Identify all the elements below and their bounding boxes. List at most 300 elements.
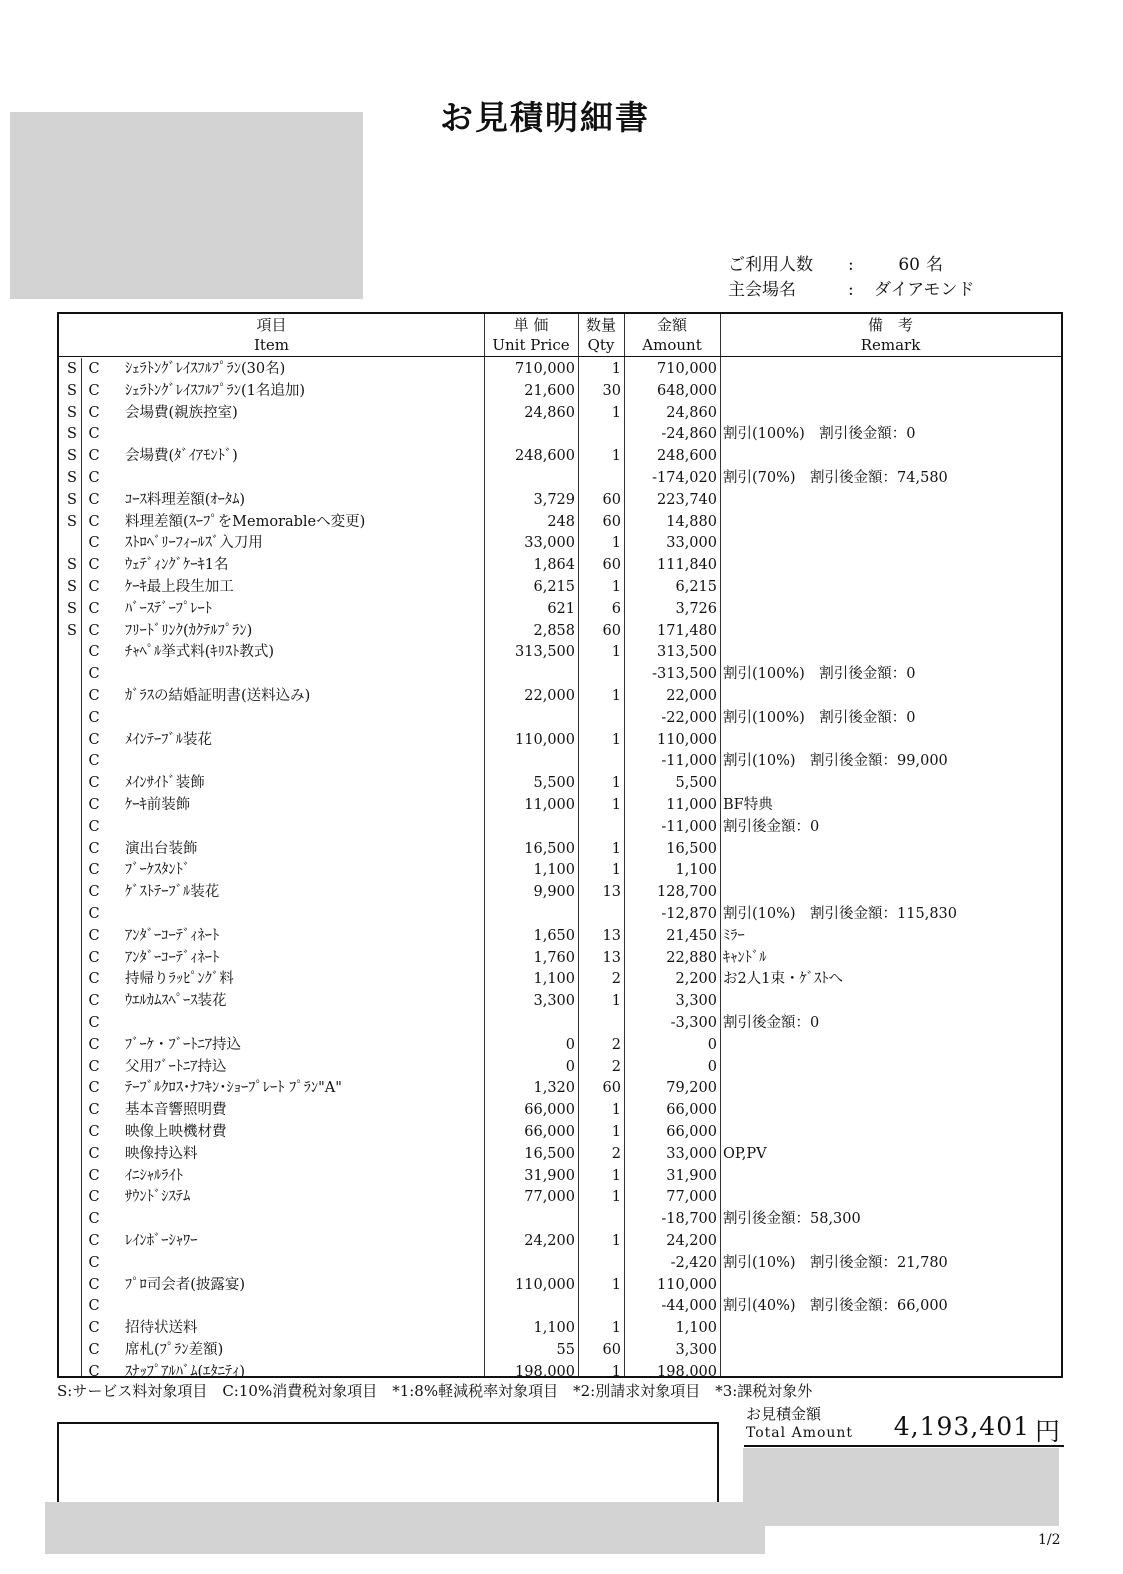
service-flag: S (67, 361, 77, 377)
table-row (59, 729, 1061, 751)
table-row (59, 1230, 1061, 1252)
unit-price: 1,650 (533, 927, 575, 944)
page-number: 1/2 (1038, 1532, 1061, 1548)
item-name: 会場費(ﾀﾞｲｱﾓﾝﾄﾞ) (125, 448, 238, 465)
table-row (59, 1208, 1061, 1230)
service-flag: S (67, 382, 77, 399)
remark: OP,PV (723, 1145, 767, 1162)
table-row (59, 838, 1061, 860)
remark: 割引(10%) 割引後金額：99,000 (723, 753, 948, 770)
item-name: 料理差額(ｽｰﾌﾟをMemorableへ変更) (125, 513, 366, 530)
item-name: ﾌﾟﾛ司会者(披露宴) (125, 1276, 246, 1293)
remark: ｷｬﾝﾄﾞﾙ (723, 949, 767, 966)
tax-flag: C (88, 818, 100, 835)
quantity: 1 (611, 644, 621, 661)
table-row (59, 380, 1061, 402)
table-row (59, 620, 1061, 642)
table-row (59, 881, 1061, 903)
tax-flag: C (88, 448, 100, 465)
item-name: 映像持込料 (125, 1145, 198, 1162)
tax-flag: C (88, 884, 100, 901)
amount: -18,700 (661, 1211, 717, 1228)
table-row (59, 467, 1061, 489)
amount: -313,500 (652, 666, 717, 683)
unit-price: 66,000 (524, 1102, 575, 1119)
item-name: ﾚｲﾝﾎﾞｰｼｬﾜｰ (125, 1233, 198, 1249)
service-flag: S (67, 600, 77, 617)
amount: 31,900 (666, 1167, 717, 1184)
tax-flag: C (88, 382, 100, 399)
item-name: ﾒｲﾝﾃｰﾌﾞﾙ装花 (125, 731, 212, 748)
quantity: 1 (611, 840, 621, 857)
tax-flag: C (88, 753, 100, 770)
amount: 22,880 (666, 949, 717, 966)
notes-box (57, 1422, 719, 1502)
amount: 16,500 (666, 840, 717, 857)
tax-flag: C (88, 1233, 100, 1249)
quantity: 1 (611, 1102, 621, 1119)
unit-price: 6,215 (533, 579, 575, 595)
table-row (59, 598, 1061, 620)
quantity: 13 (602, 949, 621, 966)
quantity: 1 (611, 535, 621, 552)
table-row (59, 816, 1061, 838)
table-row (59, 1121, 1061, 1143)
table-row (59, 925, 1061, 947)
total-underline (744, 1445, 1064, 1447)
amount: 2,200 (675, 971, 717, 988)
header-item: 項目 Item (253, 316, 290, 354)
table-row (59, 1295, 1061, 1317)
tax-flag: C (88, 491, 100, 508)
tax-flag: C (88, 1145, 100, 1162)
table-row (59, 532, 1061, 554)
quantity: 2 (611, 1145, 621, 1162)
tax-flag: C (88, 1298, 100, 1315)
tax-flag: C (88, 1342, 100, 1358)
amount: 1,100 (675, 862, 717, 879)
tax-flag: C (88, 600, 100, 617)
tax-flag: C (88, 1254, 100, 1271)
item-name: ｽﾅｯﾌﾟｱﾙﾊﾞﾑ(ｴﾀﾆﾃｨ) (125, 1363, 246, 1380)
table-row (59, 968, 1061, 990)
amount: 223,740 (657, 491, 717, 508)
tax-flag: C (88, 579, 100, 595)
amount: 6,215 (675, 579, 717, 595)
tax-flag: C (88, 557, 100, 574)
table-row (59, 402, 1061, 424)
quantity: 1 (611, 688, 621, 704)
amount: -12,870 (661, 906, 717, 922)
unit-price: 313,500 (515, 644, 575, 661)
unit-price: 24,860 (524, 404, 575, 421)
unit-price: 9,900 (533, 884, 575, 901)
item-name: 会場費(親族控室) (125, 404, 238, 421)
tax-flag: C (88, 470, 100, 486)
amount: 0 (707, 1058, 717, 1075)
table-row (59, 576, 1061, 598)
item-name: ｹｰｷ最上段生加工 (125, 579, 234, 595)
remark: 割引(40%) 割引後金額：66,000 (723, 1298, 948, 1315)
tax-flag: C (88, 993, 100, 1010)
service-flag: S (67, 404, 77, 421)
table-row (59, 1274, 1061, 1296)
table-row (59, 1034, 1061, 1056)
unit-price: 2,858 (533, 622, 575, 639)
table-row (59, 947, 1061, 969)
tax-flag: C (88, 513, 100, 530)
unit-price: 710,000 (515, 361, 575, 377)
service-flag: S (67, 557, 77, 574)
amount: 313,500 (657, 644, 717, 661)
tax-flag: C (88, 775, 100, 792)
table-row (59, 1252, 1061, 1274)
remark: 割引(10%) 割引後金額：21,780 (723, 1254, 948, 1271)
remark: ﾐﾗｰ (723, 927, 745, 944)
item-name: ﾒｲﾝｻｲﾄﾞ装飾 (125, 775, 205, 792)
tax-flag: C (88, 862, 100, 879)
currency-unit: 円 (1035, 1417, 1061, 1446)
tax-flag: C (88, 731, 100, 748)
amount: -24,860 (661, 426, 717, 443)
guest-count-separator: : (848, 255, 854, 275)
remark: BF特典 (723, 797, 773, 813)
table-row (59, 489, 1061, 511)
table-row (59, 663, 1061, 685)
quantity: 60 (602, 622, 621, 639)
venue-label: 主会場名 (728, 280, 796, 300)
tax-flag: C (88, 709, 100, 726)
item-name: ﾊﾞｰｽﾃﾞｰﾌﾟﾚｰﾄ (125, 600, 212, 617)
venue-line (728, 275, 974, 300)
table-row (59, 903, 1061, 925)
remark: 割引(10%) 割引後金額：115,830 (723, 906, 958, 922)
quantity: 60 (602, 1342, 621, 1358)
amount: 110,000 (657, 731, 717, 748)
amount: -22,000 (661, 709, 717, 726)
tax-flag: C (88, 1167, 100, 1184)
item-name: 演出台装飾 (125, 840, 198, 857)
table-row (59, 990, 1061, 1012)
tax-flag: C (88, 906, 100, 922)
table-row (59, 1099, 1061, 1121)
table-row (59, 1339, 1061, 1361)
unit-price: 1,100 (533, 971, 575, 988)
item-name: ｽﾄﾛﾍﾞﾘｰﾌｨｰﾙｽﾞ入刀用 (125, 535, 263, 552)
table-row (59, 859, 1061, 881)
item-name: ﾃｰﾌﾞﾙｸﾛｽ･ﾅﾌｷﾝ･ｼｮｰﾌﾟﾚｰﾄ ﾌﾟﾗﾝ"A" (125, 1080, 342, 1097)
amount: 22,000 (666, 688, 717, 704)
tax-flag: C (88, 688, 100, 704)
table-row (59, 1317, 1061, 1339)
amount: 710,000 (657, 361, 717, 377)
quantity: 30 (602, 382, 621, 399)
quantity: 1 (611, 1320, 621, 1337)
unit-price: 1,320 (533, 1080, 575, 1097)
amount: 66,000 (666, 1124, 717, 1140)
tax-flag: C (88, 840, 100, 857)
amount: 648,000 (657, 382, 717, 399)
amount: -44,000 (661, 1298, 717, 1315)
service-flag: S (67, 491, 77, 508)
amount: -11,000 (661, 753, 717, 770)
unit-price: 3,729 (533, 491, 575, 508)
unit-price: 110,000 (515, 731, 575, 748)
item-name: ｹﾞｽﾄﾃｰﾌﾞﾙ装花 (125, 884, 220, 901)
quantity: 1 (611, 361, 621, 377)
quantity: 1 (611, 731, 621, 748)
remark: 割引(70%) 割引後金額：74,580 (723, 470, 948, 486)
table-row (59, 358, 1061, 380)
amount: 24,860 (666, 404, 717, 421)
table-row (59, 750, 1061, 772)
remark: 割引(100%) 割引後金額：0 (723, 709, 916, 726)
unit-price: 1,760 (533, 949, 575, 966)
remark: お2人1束・ｹﾞｽﾄへ (723, 971, 843, 988)
amount: 1,100 (675, 1320, 717, 1337)
quantity: 2 (611, 1058, 621, 1075)
total-label: お見積金額 (746, 1405, 822, 1423)
unit-price: 55 (556, 1342, 575, 1358)
table-row (59, 1012, 1061, 1034)
redacted-footer-block (45, 1502, 765, 1554)
tax-flag: C (88, 1058, 100, 1075)
quantity: 60 (602, 513, 621, 530)
table-row (59, 685, 1061, 707)
amount: -11,000 (661, 818, 717, 835)
quantity: 6 (611, 600, 621, 617)
quantity: 1 (611, 1124, 621, 1140)
quantity: 60 (602, 1080, 621, 1097)
tax-flag: C (88, 797, 100, 813)
remark: 割引後金額：0 (723, 1015, 820, 1031)
quantity: 2 (611, 971, 621, 988)
unit-price: 31,900 (524, 1167, 575, 1184)
unit-price: 1,100 (533, 862, 575, 879)
table-row (59, 1077, 1061, 1099)
table-row (59, 445, 1061, 467)
amount: 128,700 (657, 884, 717, 901)
tax-flag: C (88, 644, 100, 661)
amount: 77,000 (666, 1189, 717, 1206)
table-row (59, 423, 1061, 445)
header-unit-price: 単 価 Unit Price (492, 316, 570, 354)
amount: -2,420 (670, 1254, 717, 1271)
quantity: 1 (611, 1233, 621, 1249)
amount: -3,300 (670, 1015, 717, 1031)
item-name: ﾁｬﾍﾟﾙ挙式料(ｷﾘｽﾄ教式) (125, 644, 275, 661)
item-name: ｼｪﾗﾄﾝｸﾞﾚｲｽﾌﾙﾌﾟﾗﾝ(1名追加) (125, 382, 306, 399)
unit-price: 16,500 (524, 1145, 575, 1162)
table-row (59, 1056, 1061, 1078)
redacted-total-block (743, 1448, 1059, 1526)
amount: 33,000 (666, 1145, 717, 1162)
tax-flag: C (88, 622, 100, 639)
unit-price: 110,000 (515, 1276, 575, 1293)
unit-price: 33,000 (524, 535, 575, 552)
amount: 110,000 (657, 1276, 717, 1293)
item-name: ｹｰｷ前装飾 (125, 797, 191, 813)
tax-flag: C (88, 1015, 100, 1031)
unit-price: 0 (565, 1058, 575, 1075)
quantity: 1 (611, 862, 621, 879)
tax-flag: C (88, 927, 100, 944)
item-name: ﾌﾘｰﾄﾞﾘﾝｸ(ｶｸﾃﾙﾌﾟﾗﾝ) (125, 622, 253, 639)
tax-flag: C (88, 1363, 100, 1380)
amount: 3,300 (675, 1342, 717, 1358)
item-name: 席札(ﾌﾟﾗﾝ差額) (125, 1342, 224, 1358)
amount: 14,880 (666, 513, 717, 530)
unit-price: 3,300 (533, 993, 575, 1010)
item-name: ﾌﾞｰｹ・ﾌﾞｰﾄﾆｱ持込 (125, 1036, 241, 1053)
quantity: 1 (611, 797, 621, 813)
amount: 248,600 (657, 448, 717, 465)
amount: 198,000 (657, 1363, 717, 1380)
legend-note: S:サービス料対象項目 C:10%消費税対象項目 *1:8%軽減税率対象項目 *2:別請求対象項目 *3:課税対象外 (57, 1382, 813, 1400)
unit-price: 5,500 (533, 775, 575, 792)
tax-flag: C (88, 1102, 100, 1119)
table-row (59, 772, 1061, 794)
quantity: 1 (611, 993, 621, 1010)
table-row (59, 1186, 1061, 1208)
tax-flag: C (88, 949, 100, 966)
tax-flag: C (88, 1276, 100, 1293)
header-remark: 備 考 Remark (860, 316, 921, 354)
service-flag: S (67, 513, 77, 530)
service-flag: S (67, 622, 77, 639)
unit-price: 198,000 (515, 1363, 575, 1380)
item-name: ｲﾆｼｬﾙﾗｲﾄ (125, 1167, 183, 1184)
item-name: ｻｳﾝﾄﾞｼｽﾃﾑ (125, 1189, 191, 1206)
amount: 111,840 (657, 557, 717, 574)
quantity: 1 (611, 1363, 621, 1380)
quantity: 13 (602, 884, 621, 901)
unit-price: 21,600 (524, 382, 575, 399)
header-divider (59, 356, 1061, 357)
quantity: 1 (611, 1167, 621, 1184)
guest-count-line (728, 250, 943, 275)
amount: 171,480 (657, 622, 717, 639)
item-name: ｶﾞﾗｽの結婚証明書(送料込み) (125, 688, 311, 704)
item-name: 父用ﾌﾞｰﾄﾆｱ持込 (125, 1058, 227, 1075)
table-row (59, 794, 1061, 816)
unit-price: 248,600 (515, 448, 575, 465)
item-name: ｳｪﾃﾞｨﾝｸﾞｹｰｷ1名 (125, 557, 229, 574)
tax-flag: C (88, 1036, 100, 1053)
amount: 33,000 (666, 535, 717, 552)
header-qty: 数量 Qty (585, 316, 616, 354)
venue-separator: : (848, 280, 854, 300)
unit-price: 24,200 (524, 1233, 575, 1249)
item-name: ｱﾝﾀﾞｰｺｰﾃﾞｨﾈｰﾄ (125, 949, 220, 966)
total-amount: 4,193,401 (893, 1412, 1030, 1441)
venue-value: ダイアモンド (874, 280, 975, 300)
tax-flag: C (88, 1189, 100, 1206)
unit-price: 77,000 (524, 1189, 575, 1206)
table-row (59, 641, 1061, 663)
amount: 66,000 (666, 1102, 717, 1119)
guest-count-value: 60 (898, 255, 920, 275)
item-name: ｼｪﾗﾄﾝｸﾞﾚｲｽﾌﾙﾌﾟﾗﾝ(30名) (125, 361, 286, 377)
quantity: 13 (602, 927, 621, 944)
table-row (59, 1165, 1061, 1187)
remark: 割引(100%) 割引後金額：0 (723, 666, 916, 683)
estimate-table (57, 312, 1063, 1378)
quantity: 1 (611, 775, 621, 792)
item-name: 基本音響照明費 (125, 1102, 227, 1119)
unit-price: 22,000 (524, 688, 575, 704)
amount: -174,020 (652, 470, 717, 486)
unit-price: 16,500 (524, 840, 575, 857)
table-row (59, 707, 1061, 729)
quantity: 60 (602, 557, 621, 574)
quantity: 2 (611, 1036, 621, 1053)
item-name: ｱﾝﾀﾞｰｺｰﾃﾞｨﾈｰﾄ (125, 927, 220, 944)
table-row (59, 554, 1061, 576)
unit-price: 1,864 (533, 557, 575, 574)
tax-flag: C (88, 1124, 100, 1140)
item-name: ﾌﾞｰｹｽﾀﾝﾄﾞ (125, 862, 191, 879)
amount: 5,500 (675, 775, 717, 792)
tax-flag: C (88, 535, 100, 552)
service-flag: S (67, 579, 77, 595)
unit-price: 0 (565, 1036, 575, 1053)
item-name: 持帰りﾗｯﾋﾟﾝｸﾞ料 (125, 971, 234, 988)
quantity: 1 (611, 448, 621, 465)
amount: 79,200 (666, 1080, 717, 1097)
item-name: 映像上映機材費 (125, 1124, 227, 1140)
unit-price: 248 (547, 513, 575, 530)
guest-count-label: ご利用人数 (728, 255, 813, 275)
tax-flag: C (88, 426, 100, 443)
amount: 24,200 (666, 1233, 717, 1249)
remark: 割引(100%) 割引後金額：0 (723, 426, 916, 443)
service-flag: S (67, 426, 77, 443)
item-name: ｳｴﾙｶﾑｽﾍﾟｰｽ装花 (125, 993, 227, 1010)
tax-flag: C (88, 361, 100, 377)
tax-flag: C (88, 971, 100, 988)
guest-count-unit: 名 (926, 255, 943, 275)
quantity: 60 (602, 491, 621, 508)
amount: 21,450 (666, 927, 717, 944)
quantity: 1 (611, 1276, 621, 1293)
tax-flag: C (88, 1080, 100, 1097)
header-amount: 金額 Amount (642, 316, 702, 354)
service-flag: S (67, 448, 77, 465)
item-name: ｺｰｽ料理差額(ｵｰﾀﾑ) (125, 491, 246, 508)
amount: 3,300 (675, 993, 717, 1010)
unit-price: 1,100 (533, 1320, 575, 1337)
quantity: 1 (611, 404, 621, 421)
unit-price: 621 (547, 600, 575, 617)
amount: 11,000 (666, 797, 717, 813)
amount: 0 (707, 1036, 717, 1053)
page-title: お見積明細書 (440, 98, 650, 137)
unit-price: 11,000 (524, 797, 575, 813)
unit-price: 66,000 (524, 1124, 575, 1140)
table-row (59, 1143, 1061, 1165)
tax-flag: C (88, 1320, 100, 1337)
tax-flag: C (88, 1211, 100, 1228)
table-row (59, 511, 1061, 533)
tax-flag: C (88, 666, 100, 683)
redacted-header-block (10, 112, 363, 299)
service-flag: S (67, 470, 77, 486)
remark: 割引後金額：58,300 (723, 1211, 861, 1228)
remark: 割引後金額：0 (723, 818, 820, 835)
amount: 3,726 (675, 600, 717, 617)
total-label-en: Total Amount (746, 1425, 854, 1441)
